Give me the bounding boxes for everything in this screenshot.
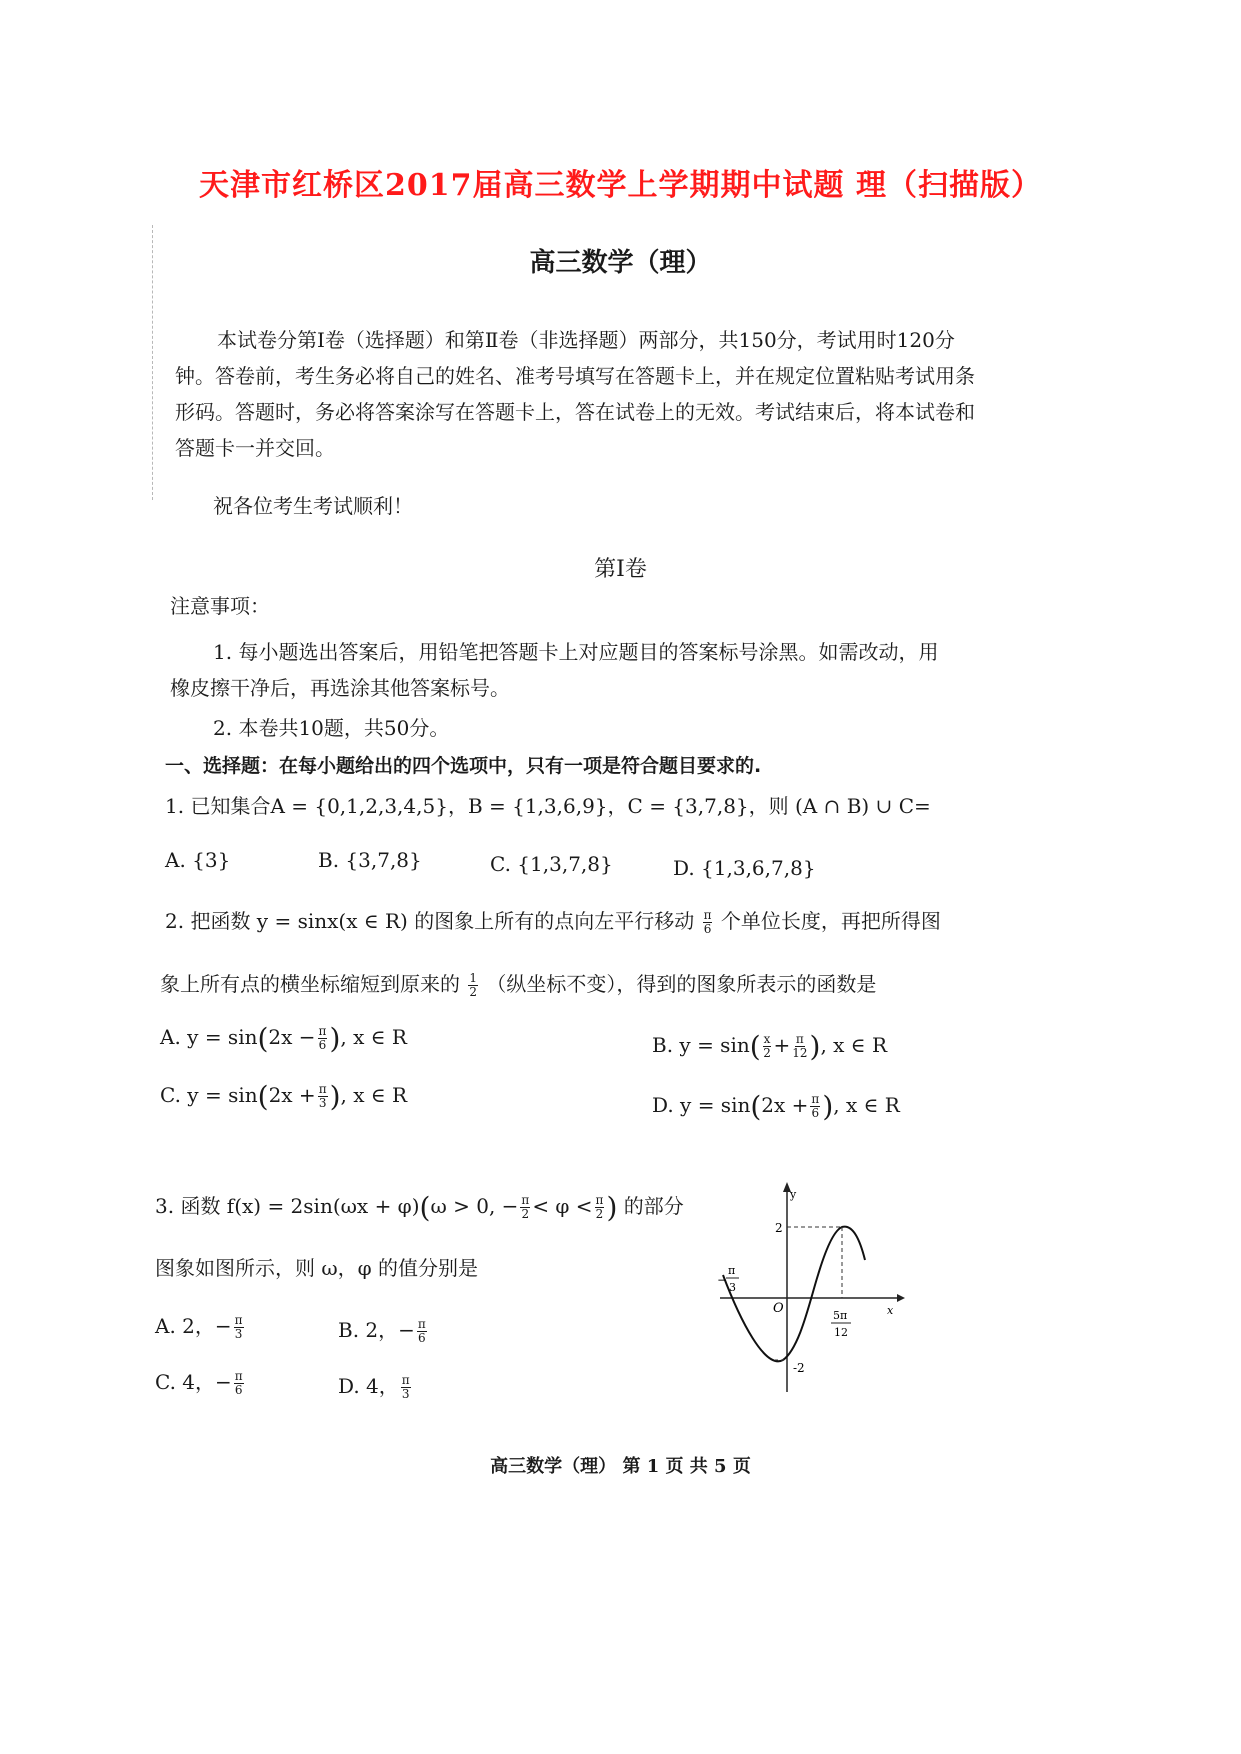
y-axis-label: y bbox=[790, 1188, 797, 1201]
q2-option-c: C. y = sin(2x + $\frac{\pi}{3}$ ), x ∈ R bbox=[160, 1080, 408, 1113]
q2-d-den: 6 bbox=[811, 1106, 820, 1120]
greeting: 祝各位考生考试顺利！ bbox=[213, 494, 413, 518]
q3-b-fraction bbox=[417, 1318, 427, 1345]
q2-option-b: B. y = sin( $\frac{x}{2}$ + $\frac{\pi}{12}$ ), x ∈ R bbox=[652, 1030, 888, 1063]
q3-cond-num-2: π bbox=[595, 1193, 604, 1207]
q2-shift-num: π bbox=[703, 908, 712, 922]
q3-option-c bbox=[155, 1366, 246, 1397]
exam-subtitle: 高三数学（理） bbox=[529, 248, 712, 278]
notes-heading: 注意事项： bbox=[170, 594, 270, 618]
q1-option-d: D. {1,3,6,7,8} bbox=[673, 856, 816, 880]
q2-d-fraction bbox=[810, 1093, 820, 1120]
q2-option-d: D. y = sin(2x + $\frac{\pi}{6}$ ), x ∈ R bbox=[652, 1090, 900, 1123]
q2-line1 bbox=[165, 905, 941, 936]
q1-option-b: B. {3,7,8} bbox=[318, 848, 422, 872]
q3-function: 3. 函数 f(x) = 2sin(ωx + φ) bbox=[155, 1194, 420, 1218]
y-min-label: -2 bbox=[793, 1361, 805, 1375]
q3-d-num: π bbox=[401, 1373, 410, 1387]
q2-b-suffix: , x ∈ R bbox=[820, 1033, 888, 1057]
q3-d-fraction bbox=[401, 1374, 411, 1401]
q3-a-fraction bbox=[234, 1314, 244, 1341]
q3-option-d bbox=[338, 1370, 413, 1401]
left-mark-sign: − bbox=[717, 1273, 728, 1287]
q3-a-label: A. 2，− bbox=[155, 1314, 232, 1338]
x-axis-arrow bbox=[897, 1294, 905, 1302]
q3-option-b bbox=[338, 1314, 429, 1345]
sine-curve bbox=[723, 1227, 865, 1362]
q2-b-mid: + bbox=[773, 1033, 791, 1057]
q2-scale-den: 2 bbox=[469, 985, 477, 999]
q2-line1-a: 2. 把函数 y = sinx(x ∈ R) 的图象上所有的点向左平行移动 bbox=[165, 909, 695, 933]
section-title: 第Ⅰ卷 bbox=[594, 557, 647, 582]
q2-c-num: π bbox=[318, 1082, 327, 1096]
q2-a-prefix: A. y = sin bbox=[160, 1025, 258, 1049]
q2-a-inner: 2x − bbox=[268, 1025, 316, 1049]
note-item-2: 2. 本卷共10题，共50分。 bbox=[213, 716, 450, 740]
right-mark-den: 12 bbox=[834, 1326, 848, 1339]
q1-option-a: A. {3} bbox=[165, 848, 231, 872]
q3-c-label: C. 4，− bbox=[155, 1370, 232, 1394]
q3-cond-fraction-1 bbox=[520, 1194, 530, 1221]
q2-b-prefix: B. y = sin bbox=[652, 1033, 750, 1057]
q3-d-label: D. 4， bbox=[338, 1374, 399, 1398]
q3-b-label: B. 2，− bbox=[338, 1318, 415, 1342]
q3-condition-b: < φ < bbox=[532, 1194, 593, 1218]
q2-c-den: 3 bbox=[318, 1096, 327, 1110]
q3-cond-den-1: 2 bbox=[521, 1207, 530, 1221]
origin-label: O bbox=[773, 1301, 784, 1316]
q2-c-inner: 2x + bbox=[268, 1083, 316, 1107]
q2-d-num: π bbox=[811, 1092, 820, 1106]
note-item-1-line2: 橡皮擦干净后，再选涂其他答案标号。 bbox=[170, 676, 510, 700]
q3-a-num: π bbox=[234, 1313, 243, 1327]
q2-b-inner-fraction bbox=[763, 1033, 772, 1060]
q3-cond-fraction-2 bbox=[595, 1194, 605, 1221]
q1-stem: 1. 已知集合A = {0,1,2,3,4,5}，B = {1,3,6,9}，C = {3,7,8}，则 (A ∩ B) ∪ C= bbox=[165, 794, 931, 818]
q2-line2-b: （纵坐标不变），得到的图象所表示的函数是 bbox=[486, 972, 877, 996]
y-max-label: 2 bbox=[775, 1221, 783, 1235]
document-title: 天津市红桥区2017届高三数学上学期期中试题 理（扫描版） bbox=[199, 168, 1042, 203]
q2-c-suffix: , x ∈ R bbox=[340, 1083, 408, 1107]
left-mark-num: π bbox=[728, 1264, 736, 1277]
intro-paragraph bbox=[175, 322, 975, 466]
q3-b-den: 6 bbox=[418, 1331, 426, 1345]
q3-c-num: π bbox=[234, 1369, 243, 1383]
q3-c-den: 6 bbox=[234, 1383, 243, 1397]
q2-shift-den: 6 bbox=[703, 922, 712, 936]
q3-line1-tail: 的部分 bbox=[623, 1194, 684, 1218]
page-footer: 高三数学（理） 第 1 页 共 5 页 bbox=[490, 1456, 751, 1477]
q3-cond-den-2: 2 bbox=[595, 1207, 604, 1221]
q2-option-a: A. y = sin(2x − $\frac{\pi}{6}$ ), x ∈ R bbox=[160, 1022, 407, 1055]
q2-a-fraction bbox=[318, 1025, 328, 1052]
q3-option-a bbox=[155, 1310, 246, 1341]
q3-condition-a: ω > 0, − bbox=[430, 1194, 519, 1218]
q2-line1-b: 个单位长度，再把所得图 bbox=[720, 909, 941, 933]
q2-shift-fraction bbox=[703, 909, 713, 936]
q2-b-inner-num: x bbox=[763, 1032, 771, 1046]
q2-b-den: 12 bbox=[792, 1046, 808, 1060]
q3-sine-graph bbox=[715, 1180, 905, 1400]
q3-d-den: 3 bbox=[401, 1387, 410, 1401]
left-mark-den: 3 bbox=[729, 1281, 736, 1294]
q2-b-inner-den: 2 bbox=[763, 1046, 771, 1060]
q2-line2-a: 象上所有点的横坐标缩短到原来的 bbox=[160, 972, 460, 996]
q3-line1: 3. 函数 f(x) = 2sin(ωx + φ)(ω > 0, − $\frac{\pi}{2}$ < φ < $\frac{\pi}{2}$ ) 的部分 bbox=[155, 1191, 684, 1224]
intro-text: 本试卷分第Ⅰ卷（选择题）和第Ⅱ卷（非选择题）两部分，共150分，考试用时120分钟。答卷前，考生务必将自己的姓名、准考号填写在答题卡上，并在规定位置粘贴考试用条形码。答题时，务必将答案涂写在答题卡上，答在试卷上的无效。考试结束后，将本试卷和答题卡一并交回。 bbox=[175, 328, 975, 460]
q2-d-suffix: , x ∈ R bbox=[833, 1093, 900, 1117]
q3-line2: 图象如图所示，则 ω，φ 的值分别是 bbox=[155, 1256, 479, 1280]
q2-a-num: π bbox=[318, 1024, 327, 1038]
q2-c-prefix: C. y = sin bbox=[160, 1083, 258, 1107]
q2-d-prefix: D. y = sin bbox=[652, 1093, 751, 1117]
q2-b-fraction bbox=[792, 1033, 807, 1060]
q2-scale-num: 1 bbox=[469, 971, 477, 985]
q2-b-num: π bbox=[795, 1032, 804, 1046]
q2-a-den: 6 bbox=[318, 1038, 327, 1052]
q3-c-fraction bbox=[234, 1370, 244, 1397]
q3-b-num: π bbox=[417, 1317, 426, 1331]
note-item-1-line1: 1. 每小题选出答案后，用铅笔把答题卡上对应题目的答案标号涂黑。如需改动，用 bbox=[213, 640, 939, 664]
q2-d-inner: 2x + bbox=[761, 1093, 809, 1117]
right-mark-num: 5π bbox=[833, 1309, 848, 1322]
part-heading: 一、选择题：在每小题给出的四个选项中，只有一项是符合题目要求的. bbox=[165, 755, 762, 777]
q2-a-suffix: , x ∈ R bbox=[340, 1025, 407, 1049]
q3-a-den: 3 bbox=[234, 1327, 243, 1341]
q1-option-c: C. {1,3,7,8} bbox=[490, 852, 613, 876]
q2-line2 bbox=[160, 968, 876, 999]
x-axis-label: x bbox=[887, 1304, 894, 1317]
q3-cond-num-1: π bbox=[521, 1193, 530, 1207]
q2-c-fraction bbox=[318, 1083, 328, 1110]
q2-scale-fraction bbox=[468, 972, 478, 999]
